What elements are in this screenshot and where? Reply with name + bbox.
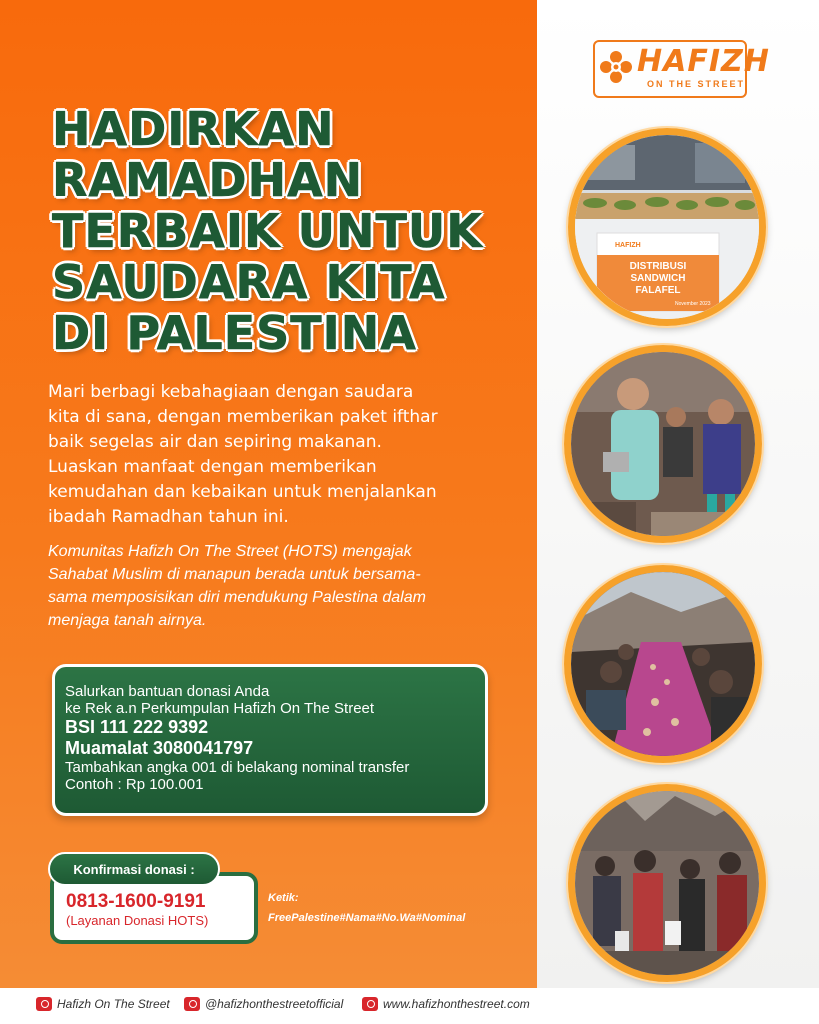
footer bbox=[0, 988, 819, 1024]
headline-line: SAUDARA KITA bbox=[52, 255, 446, 309]
muamalat-account: Muamalat 3080041797 bbox=[65, 738, 254, 758]
body-line: ibadah Ramadhan tahun ini. bbox=[48, 507, 289, 527]
body-line: kita di sana, dengan memberikan paket ifthar bbox=[48, 407, 438, 427]
footer-website[interactable] bbox=[362, 997, 530, 1011]
ketik-label: Ketik: bbox=[268, 892, 299, 904]
footer-instagram[interactable] bbox=[184, 997, 343, 1011]
headline-line: DI PALESTINA bbox=[52, 306, 417, 360]
invitation-line: Komunitas Hafizh On The Street (HOTS) mengajak bbox=[48, 543, 412, 560]
transfer-note: Tambahkan angka 001 di belakang nominal transfer bbox=[65, 759, 410, 776]
body-line: Luaskan manfaat dengan memberikan bbox=[48, 457, 377, 477]
logo-title: HAFIZH bbox=[637, 44, 770, 79]
photo-falafel-distribution bbox=[568, 128, 766, 326]
donation-box bbox=[52, 664, 488, 816]
body-line: baik segelas air dan sepiring makanan. bbox=[48, 432, 382, 452]
facebook-icon bbox=[36, 997, 52, 1011]
globe-icon bbox=[362, 997, 378, 1011]
ketik-format: FreePalestine#Nama#No.Wa#Nominal bbox=[268, 912, 466, 924]
body-line: kemudahan dan kebaikan untuk menjalankan bbox=[48, 482, 437, 502]
invitation-line: sama memposisikan diri mendukung Palestina dalam bbox=[48, 589, 426, 606]
message-format bbox=[268, 888, 465, 928]
logo-subtitle: ON THE STREET bbox=[647, 79, 746, 89]
donation-account-name: ke Rek a.n Perkumpulan Hafizh On The Street bbox=[65, 700, 375, 717]
transfer-example: Contoh : Rp 100.001 bbox=[65, 776, 204, 793]
sign-line: DISTRIBUSI bbox=[629, 261, 687, 272]
confirmation-service: (Layanan Donasi HOTS) bbox=[66, 913, 209, 928]
headline-line: TERBAIK UNTUK bbox=[52, 204, 483, 258]
hafizh-logo bbox=[593, 40, 770, 98]
headline-line: HADIRKAN bbox=[52, 102, 335, 156]
instagram-handle: @hafizhonthestreetofficial bbox=[205, 997, 344, 1011]
invitation-paragraph bbox=[48, 540, 518, 632]
headline bbox=[52, 104, 532, 359]
sign-line: FALAFEL bbox=[635, 285, 681, 296]
headline-line: RAMADHAN bbox=[52, 153, 364, 207]
website-url: www.hafizhonthestreet.com bbox=[383, 997, 530, 1011]
facebook-handle: Hafizh On The Street bbox=[57, 997, 170, 1011]
confirmation-phone[interactable]: 0813-1600-9191 bbox=[66, 891, 206, 912]
sign-line: SANDWICH bbox=[630, 273, 686, 284]
invitation-line: Sahabat Muslim di manapun berada untuk bersama- bbox=[48, 566, 421, 583]
invitation-line: menjaga tanah airnya. bbox=[48, 612, 207, 629]
footer-facebook[interactable] bbox=[36, 997, 170, 1011]
bsi-account: BSI 111 222 9392 bbox=[65, 717, 209, 737]
sign-logo: HAFIZH bbox=[615, 242, 641, 249]
donation-intro: Salurkan bantuan donasi Anda bbox=[65, 683, 270, 700]
body-paragraph bbox=[48, 380, 518, 530]
confirmation-label: Konfirmasi donasi : bbox=[48, 852, 220, 886]
photo-iftar-table bbox=[564, 565, 762, 763]
body-line: Mari berbagi kebahagiaan dengan saudara bbox=[48, 382, 414, 402]
flower-logo-icon bbox=[599, 50, 633, 84]
photo-crowd bbox=[568, 784, 766, 982]
sign-date: November 2023 bbox=[675, 301, 711, 307]
photo-children-food bbox=[564, 345, 762, 543]
instagram-icon bbox=[184, 997, 200, 1011]
